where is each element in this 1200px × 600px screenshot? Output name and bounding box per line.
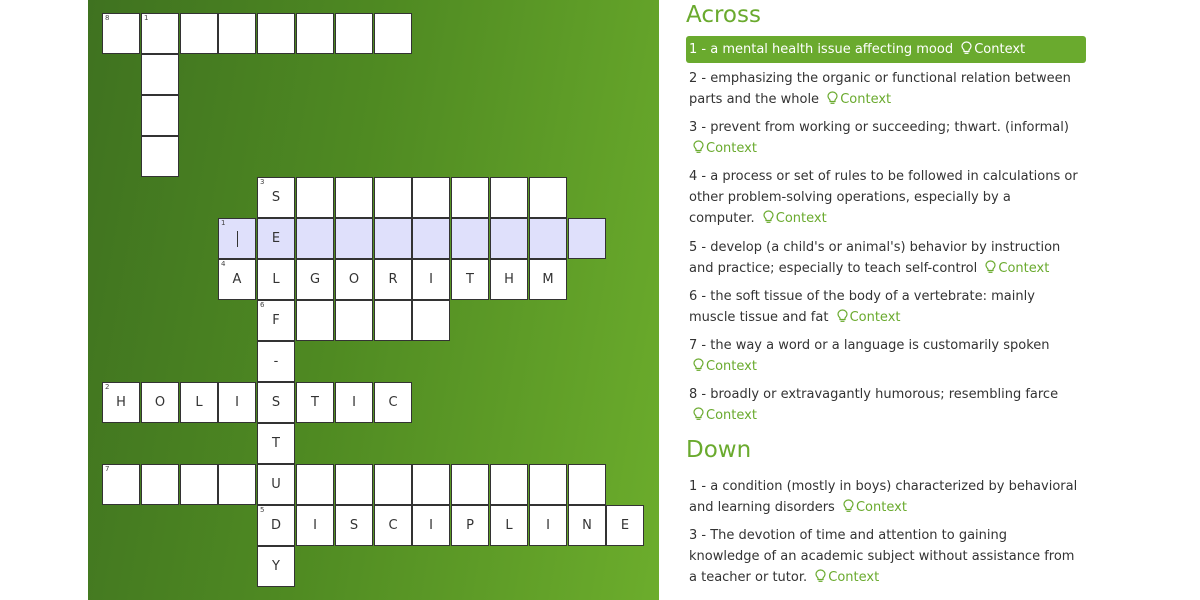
grid-cell[interactable] xyxy=(102,382,140,423)
cell-letter: G xyxy=(309,272,321,287)
clue-number: 1 xyxy=(221,219,226,227)
cell-letter: O xyxy=(154,395,166,410)
grid-cell[interactable] xyxy=(257,505,295,546)
lightbulb-icon xyxy=(985,260,996,281)
cell-letter: A xyxy=(232,272,242,287)
cell-letter: M xyxy=(542,272,554,287)
cell-letter: S xyxy=(349,518,359,533)
clue-number: 7 xyxy=(105,465,110,473)
grid-cell[interactable] xyxy=(141,54,179,95)
cell-letter xyxy=(530,219,566,258)
grid-cell[interactable] xyxy=(490,505,528,546)
lightbulb-icon xyxy=(693,358,704,379)
grid-cell[interactable] xyxy=(180,13,218,54)
grid-cell[interactable] xyxy=(335,464,373,505)
cell-letter xyxy=(452,465,488,504)
grid-cell[interactable] xyxy=(218,464,256,505)
context-label: Context xyxy=(828,570,880,585)
grid-cell[interactable] xyxy=(335,259,373,300)
grid-cell[interactable] xyxy=(257,218,295,259)
cell-letter xyxy=(491,219,527,258)
grid-cell[interactable] xyxy=(568,464,606,505)
cell-letter xyxy=(181,14,217,53)
grid-cell[interactable] xyxy=(412,177,450,218)
grid-cell[interactable] xyxy=(141,13,179,54)
cell-letter xyxy=(142,55,178,94)
grid-cell[interactable] xyxy=(529,464,567,505)
cell-letter: E xyxy=(620,518,630,533)
grid-cell[interactable] xyxy=(412,300,450,341)
across-clue-5[interactable] xyxy=(686,237,1086,281)
cell-letter: I xyxy=(352,395,356,410)
grid-cell[interactable] xyxy=(141,95,179,136)
cell-letter xyxy=(530,178,566,217)
cell-letter xyxy=(375,219,411,258)
cell-letter: I xyxy=(235,395,239,410)
cell-letter: S xyxy=(271,190,281,205)
grid-cell[interactable] xyxy=(257,423,295,464)
cell-letter xyxy=(103,465,139,504)
cell-letter: I xyxy=(429,272,433,287)
lightbulb-icon xyxy=(763,210,774,231)
clue-number: 1 xyxy=(144,14,149,22)
crossword-board xyxy=(88,0,659,600)
grid-cell[interactable] xyxy=(412,259,450,300)
grid-cell[interactable] xyxy=(451,218,489,259)
context-label: Context xyxy=(840,92,892,107)
grid-cell[interactable] xyxy=(490,259,528,300)
grid-cell[interactable] xyxy=(141,464,179,505)
context-link[interactable] xyxy=(981,261,1049,276)
context-link[interactable] xyxy=(839,500,907,515)
context-link[interactable] xyxy=(833,310,901,325)
lightbulb-icon xyxy=(693,140,704,161)
grid-cell[interactable] xyxy=(180,464,218,505)
grid-cell[interactable] xyxy=(451,259,489,300)
cell-letter xyxy=(336,465,372,504)
context-label: Context xyxy=(849,310,901,325)
lightbulb-icon xyxy=(843,499,854,520)
cell-letter xyxy=(181,465,217,504)
across-heading: Across xyxy=(686,2,761,28)
clue-text: 4 - a process or set of rules to be followed in calculations or other problem-solving operations, especially by a computer. xyxy=(689,169,1078,226)
grid-cell[interactable] xyxy=(180,382,218,423)
grid-cell[interactable] xyxy=(490,464,528,505)
down-clue-2[interactable] xyxy=(686,525,1086,590)
grid-cell[interactable] xyxy=(451,464,489,505)
cell-letter xyxy=(297,301,333,340)
cell-letter xyxy=(219,465,255,504)
cell-letter: F xyxy=(272,313,280,328)
clue-text: 8 - broadly or extravagantly humorous; resembling farce xyxy=(689,387,1059,402)
clue-number: 4 xyxy=(221,260,226,268)
clue-text: 2 - emphasizing the organic or functional relation between parts and the whole xyxy=(689,71,1071,107)
clue-number: 8 xyxy=(105,14,110,22)
grid-cell[interactable] xyxy=(374,259,412,300)
grid-cell[interactable] xyxy=(412,218,450,259)
cell-letter: P xyxy=(466,518,474,533)
grid-cell[interactable] xyxy=(606,505,644,546)
grid-cell[interactable] xyxy=(296,505,334,546)
cell-letter xyxy=(142,137,178,176)
context-link[interactable] xyxy=(811,570,879,585)
grid-cell[interactable] xyxy=(529,177,567,218)
grid-cell[interactable] xyxy=(257,341,295,382)
cell-letter xyxy=(258,14,294,53)
cell-letter xyxy=(452,219,488,258)
down-heading: Down xyxy=(686,437,752,463)
cell-letter: T xyxy=(272,436,280,451)
clue-number: 6 xyxy=(260,301,265,309)
grid-cell[interactable] xyxy=(296,259,334,300)
cell-letter xyxy=(413,465,449,504)
cell-letter: L xyxy=(272,272,280,287)
grid-cell[interactable] xyxy=(490,218,528,259)
clue-number: 5 xyxy=(260,506,265,514)
grid-cell[interactable] xyxy=(451,505,489,546)
cell-letter xyxy=(297,219,333,258)
cell-letter: I xyxy=(429,518,433,533)
grid-cell[interactable] xyxy=(141,136,179,177)
cell-letter xyxy=(413,178,449,217)
clue-text: 3 - The devotion of time and attention to gaining knowledge of an academic subject without assistance from a teacher or tutor. xyxy=(689,528,1075,585)
across-clue-7[interactable] xyxy=(686,335,1086,379)
grid-cell[interactable] xyxy=(374,300,412,341)
lightbulb-icon xyxy=(827,91,838,112)
across-clue-1[interactable] xyxy=(686,36,1086,63)
grid-cell[interactable] xyxy=(374,177,412,218)
cell-letter: - xyxy=(273,354,279,369)
context-label: Context xyxy=(706,141,757,156)
grid-cell[interactable] xyxy=(218,13,256,54)
grid-cell[interactable] xyxy=(102,13,140,54)
cell-letter: N xyxy=(582,518,592,533)
grid-cell[interactable] xyxy=(412,464,450,505)
grid-cell[interactable] xyxy=(374,218,412,259)
grid-cell[interactable] xyxy=(102,464,140,505)
grid-cell[interactable] xyxy=(374,505,412,546)
grid-cell[interactable] xyxy=(335,382,373,423)
grid-cell[interactable] xyxy=(529,259,567,300)
lightbulb-icon xyxy=(815,569,826,590)
lightbulb-icon xyxy=(693,407,704,428)
grid-cell[interactable] xyxy=(374,464,412,505)
grid-cell[interactable] xyxy=(296,382,334,423)
cell-letter xyxy=(336,219,372,258)
across-clue-8[interactable] xyxy=(686,384,1086,428)
grid-cell[interactable] xyxy=(296,464,334,505)
cell-letter xyxy=(297,14,333,53)
cell-letter xyxy=(491,465,527,504)
lightbulb-icon xyxy=(961,38,972,65)
grid-cell[interactable] xyxy=(218,259,256,300)
cell-letter: U xyxy=(271,477,281,492)
grid-cell[interactable] xyxy=(257,546,295,587)
cell-letter xyxy=(142,14,178,53)
context-label: Context xyxy=(974,42,1026,57)
cell-letter xyxy=(297,465,333,504)
cell-letter: Y xyxy=(272,559,280,574)
cell-letter xyxy=(491,178,527,217)
context-label: Context xyxy=(855,500,907,515)
cell-letter xyxy=(336,178,372,217)
context-label: Context xyxy=(706,359,757,374)
grid-cell[interactable] xyxy=(374,13,412,54)
cell-letter: H xyxy=(116,395,126,410)
grid-cell[interactable] xyxy=(296,300,334,341)
clue-text: 1 - a mental health issue affecting mood xyxy=(689,42,954,57)
context-link[interactable] xyxy=(689,141,757,156)
cell-letter xyxy=(142,96,178,135)
cell-letter xyxy=(569,465,605,504)
grid-cell[interactable] xyxy=(529,218,567,259)
grid-cell[interactable] xyxy=(568,218,606,259)
clue-text: 6 - the soft tissue of the body of a vertebrate: mainly muscle tissue and fat xyxy=(689,289,1035,325)
cell-letter: C xyxy=(388,518,398,533)
grid-cell[interactable] xyxy=(296,13,334,54)
grid-cell[interactable] xyxy=(335,177,373,218)
context-link[interactable] xyxy=(689,359,757,374)
context-link[interactable] xyxy=(957,42,1025,57)
cell-letter xyxy=(219,14,255,53)
context-link[interactable] xyxy=(823,92,891,107)
cell-letter xyxy=(375,465,411,504)
cell-letter xyxy=(413,301,449,340)
context-label: Context xyxy=(706,408,757,423)
cell-letter: C xyxy=(388,395,398,410)
text-cursor xyxy=(237,231,238,247)
grid-cell[interactable] xyxy=(335,13,373,54)
cell-letter xyxy=(375,301,411,340)
cell-letter: I xyxy=(546,518,550,533)
cell-letter: R xyxy=(388,272,398,287)
context-label: Context xyxy=(998,261,1050,276)
cell-letter xyxy=(103,14,139,53)
grid-cell[interactable] xyxy=(335,505,373,546)
lightbulb-icon xyxy=(837,309,848,330)
grid-cell[interactable] xyxy=(257,464,295,505)
grid-cell[interactable] xyxy=(412,505,450,546)
cell-letter: D xyxy=(270,518,281,533)
cell-letter xyxy=(297,178,333,217)
down-clue-1[interactable] xyxy=(686,476,1086,520)
across-clue-4[interactable] xyxy=(686,166,1086,231)
cell-letter xyxy=(375,14,411,53)
across-clue-6[interactable] xyxy=(686,286,1086,330)
grid-cell[interactable] xyxy=(568,505,606,546)
context-link[interactable] xyxy=(689,408,757,423)
across-clue-3[interactable] xyxy=(686,117,1086,161)
clue-number: 2 xyxy=(105,383,110,391)
context-label: Context xyxy=(775,211,827,226)
cell-letter xyxy=(569,219,605,258)
grid-cell[interactable] xyxy=(257,259,295,300)
grid-cell[interactable] xyxy=(529,505,567,546)
grid-cell[interactable] xyxy=(257,177,295,218)
cell-letter xyxy=(375,178,411,217)
grid-cell[interactable] xyxy=(374,382,412,423)
grid-cell[interactable] xyxy=(218,382,256,423)
clue-text: 7 - the way a word or a language is customarily spoken xyxy=(689,338,1050,353)
cell-letter: I xyxy=(313,518,317,533)
grid-cell[interactable] xyxy=(257,382,295,423)
clue-number: 3 xyxy=(260,178,265,186)
grid-cell[interactable] xyxy=(335,300,373,341)
cell-letter: O xyxy=(348,272,360,287)
grid-cell[interactable] xyxy=(490,177,528,218)
context-link[interactable] xyxy=(759,211,827,226)
clue-text: 5 - develop (a child's or animal's) behavior by instruction and practice; especially to teach self-control xyxy=(689,240,1061,276)
cell-letter xyxy=(530,465,566,504)
grid-cell[interactable] xyxy=(257,13,295,54)
grid-cell[interactable] xyxy=(451,177,489,218)
cell-letter xyxy=(336,301,372,340)
grid-cell[interactable] xyxy=(296,218,334,259)
cell-letter xyxy=(336,14,372,53)
cell-letter xyxy=(452,178,488,217)
across-clue-2[interactable] xyxy=(686,68,1086,112)
grid-cell[interactable] xyxy=(335,218,373,259)
grid-cell[interactable] xyxy=(296,177,334,218)
cell-letter: S xyxy=(271,395,281,410)
clues-panel xyxy=(686,0,1086,600)
cell-letter: T xyxy=(466,272,474,287)
grid-cell[interactable] xyxy=(218,218,256,259)
grid-cell[interactable] xyxy=(257,300,295,341)
clue-text: 3 - prevent from working or succeeding; thwart. (informal) xyxy=(689,120,1069,135)
grid-cell[interactable] xyxy=(141,382,179,423)
cell-letter: H xyxy=(504,272,514,287)
cell-letter: L xyxy=(505,518,513,533)
cell-letter: L xyxy=(195,395,203,410)
cell-letter: T xyxy=(311,395,319,410)
clue-text: 1 - a condition (mostly in boys) characterized by behavioral and learning disorders xyxy=(689,479,1078,515)
cell-letter xyxy=(413,219,449,258)
cell-letter: E xyxy=(271,231,281,246)
cell-letter xyxy=(142,465,178,504)
